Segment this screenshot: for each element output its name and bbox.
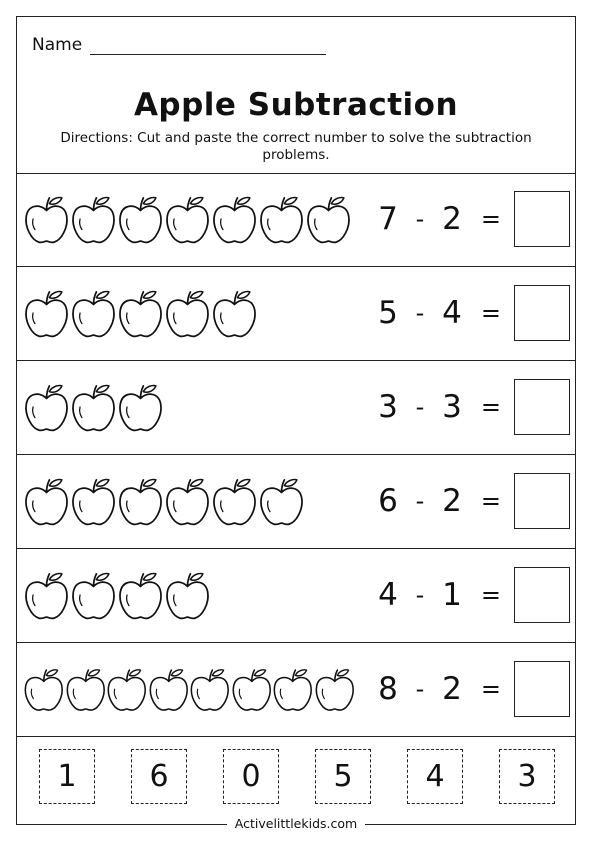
apple-icon (258, 195, 305, 245)
problem-row (17, 455, 575, 549)
answer-box[interactable] (514, 379, 570, 435)
subtrahend: 3 (442, 389, 462, 425)
problem-row (17, 643, 575, 737)
minus-sign: - (415, 299, 425, 327)
footer-site-label: Activelittlekids.com (227, 816, 365, 831)
subtrahend: 2 (442, 483, 462, 519)
apple-icon (305, 195, 352, 245)
apple-icon (70, 289, 117, 339)
apple-icon (211, 289, 258, 339)
apple-group (23, 383, 164, 433)
equals-sign: = (480, 205, 501, 233)
name-field[interactable] (32, 35, 326, 55)
name-label: Name (32, 35, 83, 55)
minuend: 5 (378, 295, 398, 331)
problem-row (17, 173, 575, 267)
equals-sign: = (480, 581, 501, 609)
cutout-strip (17, 737, 575, 807)
apple-icon (70, 571, 117, 621)
equation (375, 387, 501, 427)
equation (375, 481, 501, 521)
apple-group (23, 571, 211, 621)
apple-icon (117, 477, 164, 527)
equation (375, 199, 501, 239)
minus-sign: - (415, 393, 425, 421)
problem-row (17, 267, 575, 361)
worksheet-header (17, 17, 575, 174)
apple-icon (106, 665, 148, 715)
apple-icon (314, 665, 356, 715)
apple-icon (70, 195, 117, 245)
directions-text: Directions: Cut and paste the correct number to solve the subtraction problems. (60, 130, 532, 163)
equals-sign: = (480, 299, 501, 327)
minuend: 7 (378, 201, 398, 237)
answer-box[interactable] (514, 191, 570, 247)
answer-box[interactable] (514, 567, 570, 623)
apple-icon (164, 477, 211, 527)
minus-sign: - (415, 487, 425, 515)
equals-sign: = (480, 487, 501, 515)
apple-icon (164, 571, 211, 621)
apple-icon (117, 571, 164, 621)
apple-icon (23, 289, 70, 339)
name-line[interactable] (90, 40, 326, 55)
problem-row (17, 361, 575, 455)
apple-icon (164, 195, 211, 245)
equals-sign: = (480, 675, 501, 703)
equation (375, 575, 501, 615)
minuend: 4 (378, 577, 398, 613)
apple-icon (148, 665, 190, 715)
apple-icon (70, 477, 117, 527)
cutout-number-tile[interactable]: 4 (407, 749, 463, 804)
apple-icon (272, 665, 314, 715)
minus-sign: - (415, 581, 425, 609)
answer-box[interactable] (514, 661, 570, 717)
apple-icon (65, 665, 107, 715)
equation (375, 669, 501, 709)
apple-icon (23, 195, 70, 245)
apple-icon (117, 195, 164, 245)
apple-icon (258, 477, 305, 527)
apple-icon (23, 477, 70, 527)
apple-icon (117, 383, 164, 433)
minuend: 6 (378, 483, 398, 519)
apple-group (23, 665, 355, 715)
worksheet (16, 16, 576, 831)
apple-icon (189, 665, 231, 715)
minuend: 3 (378, 389, 398, 425)
cutout-number-tile[interactable]: 5 (315, 749, 371, 804)
cutout-number-tile[interactable]: 1 (39, 749, 95, 804)
page-title: Apple Subtraction (133, 87, 459, 123)
subtrahend: 1 (442, 577, 462, 613)
answer-box[interactable] (514, 473, 570, 529)
apple-group (23, 477, 305, 527)
problem-row (17, 549, 575, 643)
apple-icon (231, 665, 273, 715)
apple-group (23, 289, 258, 339)
subtrahend: 2 (442, 671, 462, 707)
apple-icon (211, 195, 258, 245)
subtrahend: 4 (442, 295, 462, 331)
apple-icon (211, 477, 258, 527)
apple-icon (23, 665, 65, 715)
equals-sign: = (480, 393, 501, 421)
footer (17, 813, 575, 832)
answer-box[interactable] (514, 285, 570, 341)
minus-sign: - (415, 675, 425, 703)
subtrahend: 2 (442, 201, 462, 237)
apple-group (23, 195, 352, 245)
apple-icon (117, 289, 164, 339)
minus-sign: - (415, 205, 425, 233)
cutout-number-tile[interactable]: 3 (499, 749, 555, 804)
apple-icon (164, 289, 211, 339)
apple-icon (23, 571, 70, 621)
apple-icon (23, 383, 70, 433)
cutout-number-tile[interactable]: 0 (223, 749, 279, 804)
minuend: 8 (378, 671, 398, 707)
cutout-number-tile[interactable]: 6 (131, 749, 187, 804)
apple-icon (70, 383, 117, 433)
equation (375, 293, 501, 333)
